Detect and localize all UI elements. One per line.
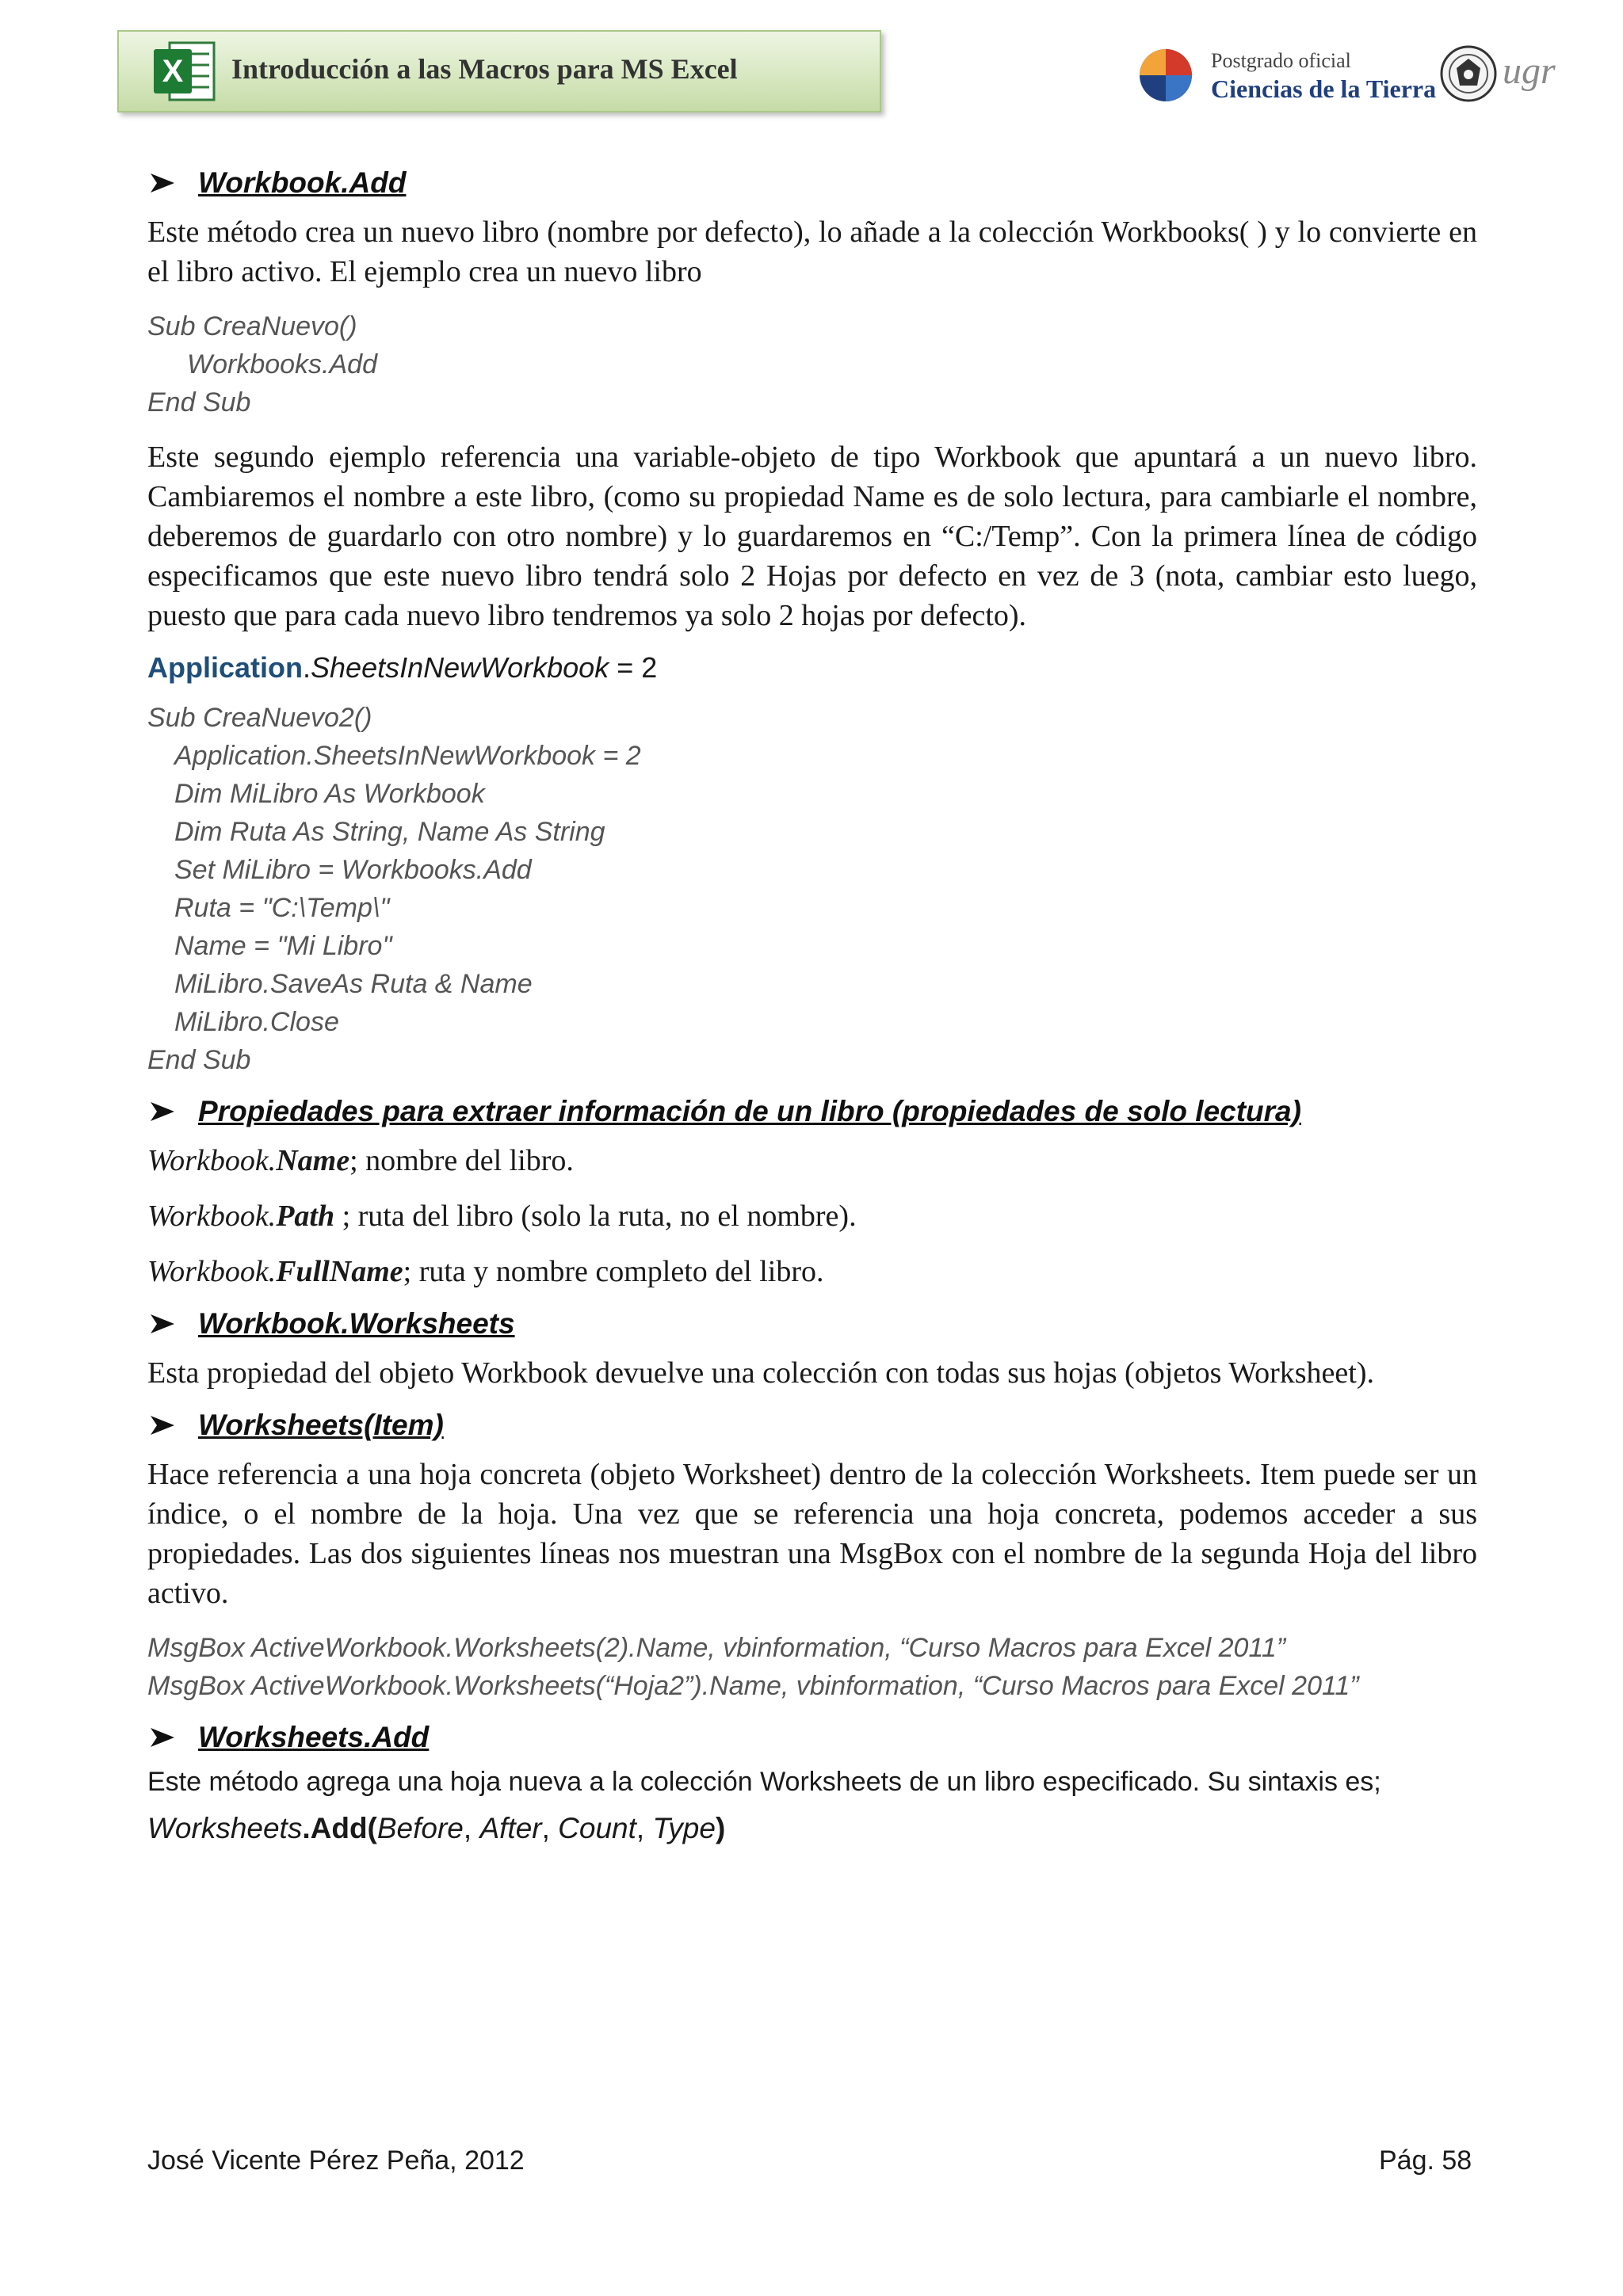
- section-heading: [147, 1307, 1477, 1341]
- code-line: Ruta = "C:\Temp\": [174, 893, 390, 923]
- ugr-wordmark: ugr: [1503, 50, 1556, 92]
- section-heading: [147, 1409, 1477, 1442]
- object-name: Workbook.: [147, 1255, 277, 1288]
- arrow-bullet-icon: [147, 171, 178, 195]
- assignment-value: = 2: [609, 651, 658, 684]
- paragraph: Este método agrega una hoja nueva a la colección Worksheets de un libro especificado. Su sintaxis es;: [147, 1767, 1381, 1797]
- code-line: MiLibro.SaveAs Ruta & Name: [174, 969, 533, 999]
- heading-worksheets-item: Worksheets(Item): [198, 1409, 444, 1441]
- property-name: Name: [276, 1144, 350, 1177]
- object-name: Workbook.: [147, 1144, 277, 1177]
- earth-logo-icon: [1138, 48, 1193, 103]
- application-keyword: Application: [147, 651, 303, 684]
- code-line: Set MiLibro = Workbooks.Add: [174, 855, 532, 885]
- page-number: Pág. 58: [1379, 2145, 1472, 2176]
- code-block: [147, 699, 1477, 1079]
- code-line: MsgBox ActiveWorkbook.Worksheets(“Hoja2”).Name, vbinformation, “Curso Macros para Excel 2011”: [147, 1671, 1359, 1701]
- object-name: Workbook.: [147, 1199, 277, 1233]
- code-line: Application.SheetsInNewWorkbook = 2: [174, 741, 641, 771]
- property-line: [147, 1141, 1477, 1180]
- footer-author: José Vicente Pérez Peña, 2012: [147, 2145, 525, 2176]
- institution-logo-block: [1138, 40, 1556, 111]
- page-content: [147, 166, 1477, 1845]
- code-block: [147, 307, 1477, 421]
- code-line: Workbooks.Add: [187, 349, 377, 379]
- header-title: Introducción a las Macros para MS Excel: [231, 53, 738, 85]
- code-statement: Application.SheetsInNewWorkbook = 2: [147, 651, 658, 684]
- code-line: Dim Ruta As String, Name As String: [174, 817, 605, 847]
- code-line: Sub CreaNuevo(): [147, 311, 357, 341]
- institution-small-text: Postgrado oficial: [1211, 49, 1351, 72]
- section-heading: [147, 1095, 1477, 1128]
- syntax-close: ): [715, 1812, 726, 1844]
- excel-icon: [151, 38, 217, 105]
- paragraph: Hace referencia a una hoja concreta (objeto Worksheet) dentro de la colección Worksheets. Item puede ser un índice, o el nombre de la hoja. Una vez que se referencia una hoja concreta, podemos acceder a sus propiedades. Las dos siguientes líneas nos muestran una MsgBox con el nombre de la segunda Hoja del libro activo.: [147, 1458, 1477, 1610]
- code-line: MiLibro.Close: [174, 1007, 339, 1037]
- paragraph: Este método crea un nuevo libro (nombre por defecto), lo añade a la colección Workbooks( ) y lo convierte en el libro activo. El ejemplo crea un nuevo libro: [147, 215, 1477, 288]
- code-line: MsgBox ActiveWorkbook.Worksheets(2).Name, vbinformation, “Curso Macros para Excel 2011”: [147, 1633, 1286, 1663]
- code-block: [147, 1629, 1477, 1705]
- paragraph: Este segundo ejemplo referencia una variable-objeto de tipo Workbook que apuntará a un nuevo libro. Cambiaremos el nombre a este libro, (como su propiedad Name es de solo lectura, para cambiarle el nombre, deberemos de guardarlo con otro nombre) y lo guardaremos en “C:/Temp”. Con la primera línea de código especificamos que este nuevo libro tendrá solo 2 Hojas por defecto en vez de 3 (nota, cambiar esto luego, puesto que para cada nuevo libro tendremos ya solo 2 hojas por defecto).: [147, 441, 1477, 632]
- syntax-arg: After: [479, 1812, 542, 1844]
- university-seal-icon: [1439, 44, 1498, 103]
- section-heading: [147, 166, 1477, 200]
- property-line: [147, 1196, 1477, 1236]
- heading-properties: Propiedades para extraer información de un libro (propiedades de solo lectura): [198, 1095, 1301, 1127]
- arrow-bullet-icon: [147, 1413, 178, 1437]
- section-heading: [147, 1721, 1477, 1754]
- header-banner: [117, 30, 881, 113]
- paragraph: Esta propiedad del objeto Workbook devuelve una colección con todas sus hojas (objetos Worksheet).: [147, 1356, 1374, 1390]
- institution-name: Ciencias de la Tierra: [1211, 74, 1437, 103]
- code-line: Sub CreaNuevo2(): [147, 703, 372, 733]
- syntax-arg: Type: [652, 1812, 716, 1844]
- property-name: SheetsInNewWorkbook: [311, 651, 609, 684]
- code-line: Dim MiLibro As Workbook: [174, 779, 485, 809]
- syntax-method: .Add(: [302, 1812, 377, 1844]
- svg-text:X: X: [162, 54, 184, 89]
- syntax-object: Worksheets: [147, 1812, 303, 1844]
- property-name: Path: [276, 1199, 335, 1233]
- heading-worksheets-add: Worksheets.Add: [198, 1721, 430, 1753]
- property-desc: ; nombre del libro.: [349, 1144, 574, 1177]
- arrow-bullet-icon: [147, 1726, 178, 1749]
- syntax-arg: Before: [376, 1812, 464, 1844]
- property-desc: ; ruta y nombre completo del libro.: [403, 1255, 824, 1288]
- arrow-bullet-icon: [147, 1312, 178, 1336]
- syntax-line: Worksheets.Add(Before, After, Count, Type): [147, 1812, 726, 1844]
- heading-workbook-worksheets: Workbook.Worksheets: [198, 1307, 515, 1340]
- code-line: Name = "Mi Libro": [174, 931, 392, 961]
- syntax-arg: Count: [558, 1812, 636, 1844]
- property-name: FullName: [276, 1255, 403, 1288]
- heading-workbook-add: Workbook.Add: [198, 166, 407, 199]
- property-desc: ; ruta del libro (solo la ruta, no el nombre).: [334, 1199, 857, 1233]
- arrow-bullet-icon: [147, 1100, 178, 1123]
- code-line: End Sub: [147, 1045, 251, 1075]
- property-line: [147, 1252, 1477, 1291]
- code-line: End Sub: [147, 387, 251, 418]
